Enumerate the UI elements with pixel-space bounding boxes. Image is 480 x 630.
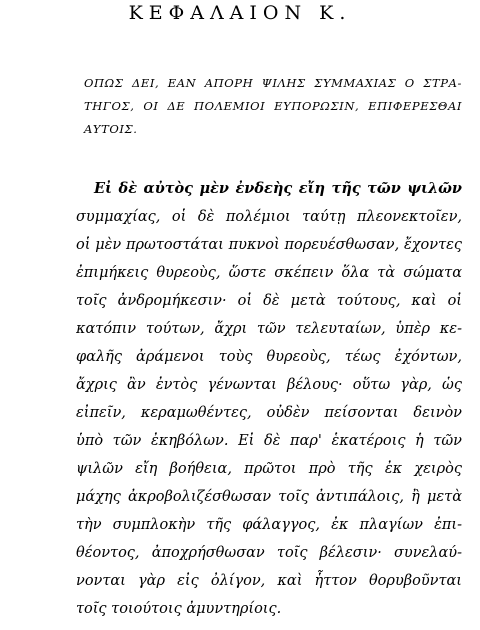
body-line: φαλῆς ἀράμενοι τοὺς θυρεοὺς, τέως ἐχόντων, xyxy=(76,349,462,365)
body-line: κατόπιν τούτων, ἄχρι τῶν τελευταίων, ὑπὲρ κε- xyxy=(76,321,462,337)
body-line: οἱ μὲν πρωτοστάται πυκνοὶ πορευέσθωσαν, ἔχοντες xyxy=(76,237,462,253)
body-line: τὴν συμπλοκὴν τῆς φάλαγγος, ἐκ πλαγίων ἐπι- xyxy=(76,517,462,533)
heading-line: ΑΥΤΟΙΣ. xyxy=(84,122,138,136)
body-line: ὑπὸ τῶν ἐκηβόλων. Εἰ δὲ παρ' ἑκατέροις ἡ τῶν xyxy=(76,433,462,449)
heading-line: ΤΗΓΟΣ, ΟΙ ΔΕ ΠΟΛΕΜΙΟΙ ΕΥΠΟΡΩΣΙΝ, ΕΠΙΦΕΡΕΣΘΑΙ xyxy=(84,99,462,113)
chapter-heading xyxy=(84,72,462,141)
body-text xyxy=(76,175,462,623)
heading-line: ΟΠΩΣ ΔΕΙ, ΕΑΝ ΑΠΟΡΗ ΨΙΛΗΣ ΣΥΜΜΑΧΙΑΣ Ο ΣΤΡΑ- xyxy=(84,76,462,90)
body-line: θέοντος, ἀποχρήσθωσαν τοῖς βέλεσιν· συνελαύ- xyxy=(76,545,462,561)
body-line: ἄχρις ἂν ἐντὸς γένωνται βέλους· οὕτω γὰρ, ὡς xyxy=(76,377,462,393)
body-line: ἐπιμήκεις θυρεοὺς, ὥστε σκέπειν ὅλα τὰ σώματα xyxy=(76,265,462,281)
body-line: ψιλῶν εἴη βοήθεια, πρῶτοι πρὸ τῆς ἐκ χειρὸς xyxy=(76,461,462,477)
body-line: μάχης ἀκροβολιζέσθωσαν τοῖς ἀντιπάλοις, ἢ μετὰ xyxy=(76,489,462,505)
body-line: Εἰ δὲ αὐτὸς μὲν ἐνδεὴς εἴη τῆς τῶν ψιλῶν xyxy=(94,180,462,197)
chapter-title: ΚΕΦΑΛΑΙΟΝ Κ. xyxy=(128,2,352,24)
body-line: τοῖς ἀνδρομήκεσιν· οἱ δὲ μετὰ τούτους, καὶ οἱ xyxy=(76,293,462,309)
body-line: συμμαχίας, οἱ δὲ πολέμιοι ταύτῃ πλεονεκτοῖεν, xyxy=(76,209,462,225)
body-line: εἰπεῖν, κεραμωθέντες, οὐδὲν πείσονται δεινὸν xyxy=(76,405,462,421)
body-line: νονται γὰρ εἰς ὀλίγον, καὶ ἧττον θορυβοῦνται xyxy=(76,573,462,589)
body-line: τοῖς τοιούτοις ἀμυντηρίοις. xyxy=(76,601,282,617)
